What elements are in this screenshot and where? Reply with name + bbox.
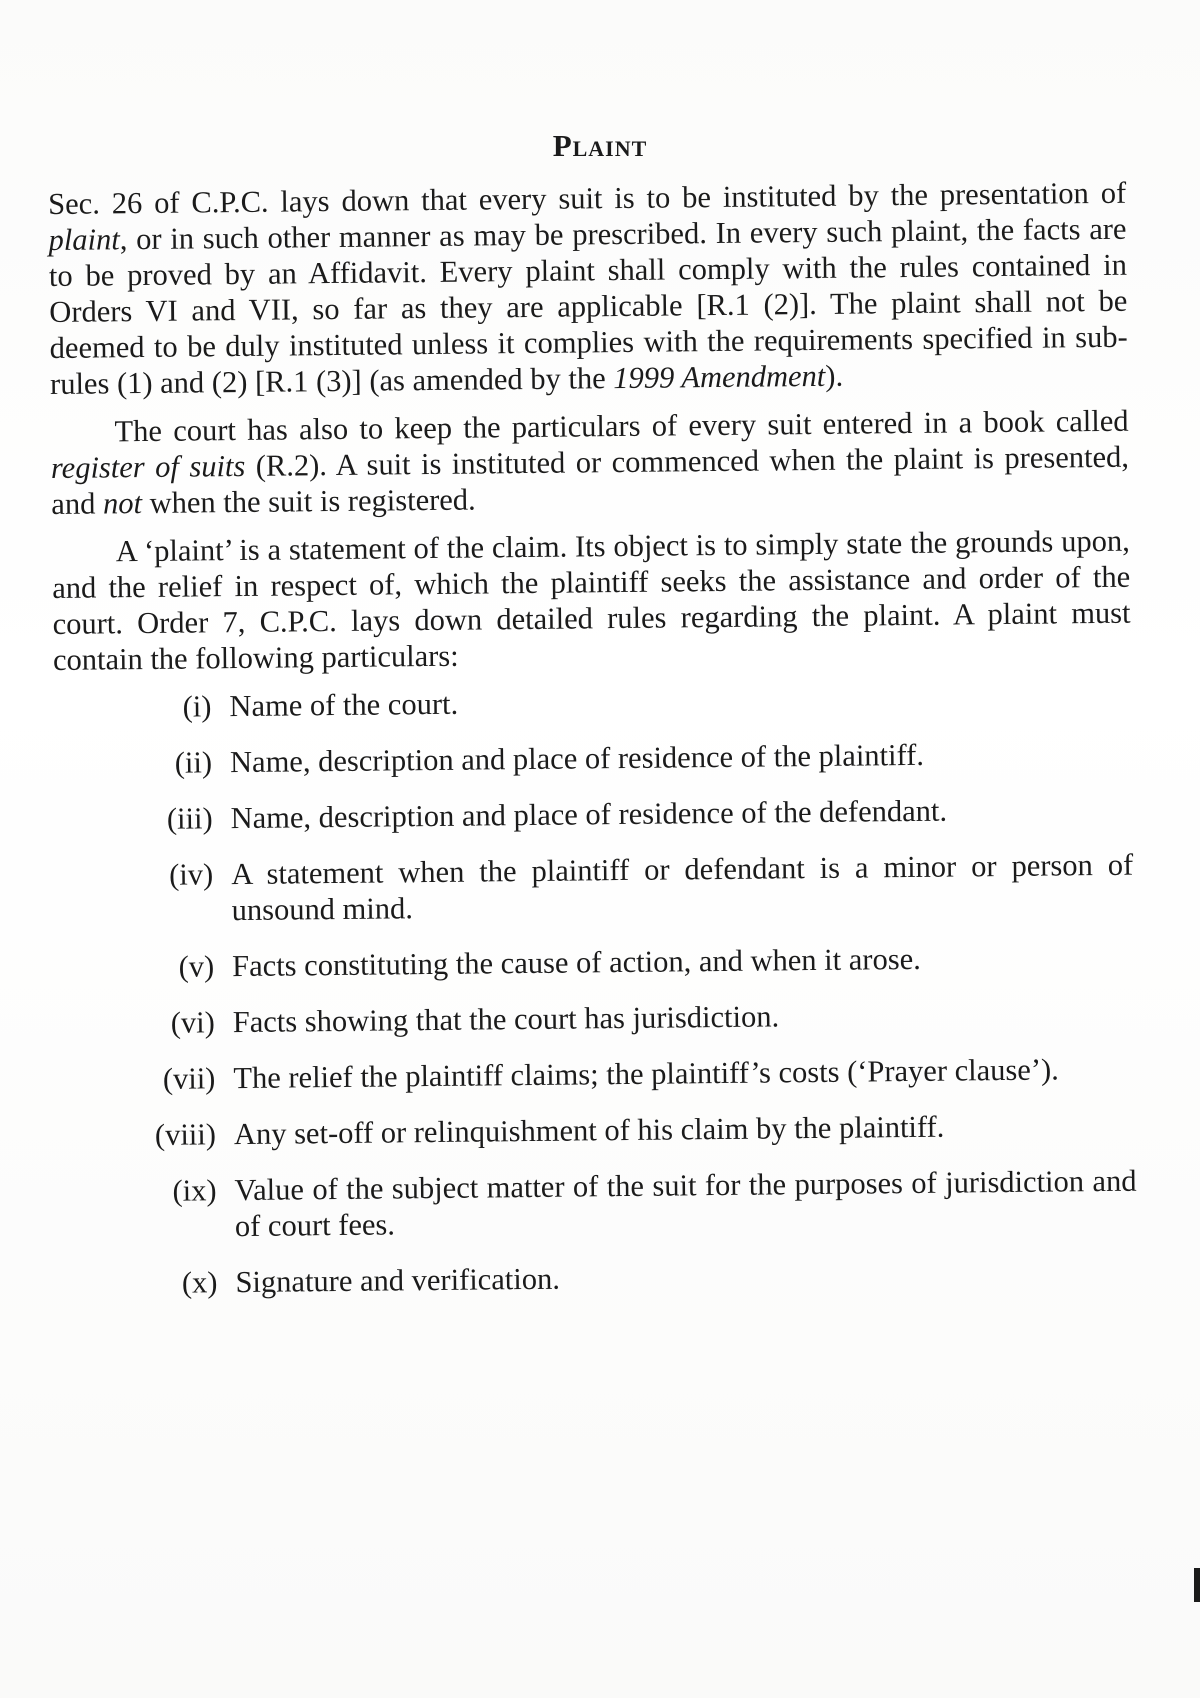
paragraph-2-text-a: The court has also to keep the particulars of every suit entered in a book called bbox=[114, 403, 1129, 449]
list-item-text: A statement when the plaintiff or defendant is a minor or person of unsound mind. bbox=[231, 847, 1134, 928]
list-item-number: (viii) bbox=[154, 1117, 217, 1152]
list-item bbox=[136, 791, 1132, 837]
paragraph-1-text-b: , or in such other manner as may be prescribed. In every such plaint, the facts are to be proved by an Affidavit. Every plaint shall comply with the rules contained in Orders VI and VII, so far as they are applicable [R.1 (2)]. The plaint shall not be deemed to be duly instituted unless it complies with the requirements specified in sub-rules (1) and (2) [R.1 (3)] (as amended by the bbox=[48, 211, 1128, 401]
paragraph-2-emphasis-register: register of suits bbox=[50, 448, 246, 485]
paragraph-1-text-c: ). bbox=[825, 358, 844, 393]
list-item bbox=[137, 847, 1134, 929]
list-item bbox=[136, 735, 1132, 781]
paragraph-plaint-definition: A ‘plaint’ is a statement of the claim. Its object is to simply state the grounds upon, and the relief in respect of, which the plaintiff seeks the assistance and order of the court. Order 7, C.P.C. lays down detailed rules regarding the plaint. A plaint must contain the following particulars: bbox=[52, 523, 1131, 677]
body-text bbox=[48, 175, 1138, 1322]
list-item bbox=[139, 1051, 1135, 1097]
list-item-number: (v) bbox=[178, 949, 215, 984]
list-item-number: (iv) bbox=[168, 857, 214, 892]
list-item bbox=[140, 1107, 1136, 1153]
list-item bbox=[135, 679, 1131, 725]
paragraph-1-text-a: Sec. 26 of C.P.C. lays down that every suit is to be instituted by the presentation of bbox=[48, 175, 1127, 221]
list-item-number: (i) bbox=[182, 689, 212, 724]
page-title: Plaint bbox=[552, 128, 648, 163]
paragraph-1-emphasis-amendment: 1999 Amendment bbox=[613, 358, 826, 396]
list-item-text: Name, description and place of residence of the defendant. bbox=[230, 793, 948, 836]
paragraph-2-emphasis-not: not bbox=[102, 486, 143, 521]
list-item bbox=[141, 1255, 1137, 1301]
list-item bbox=[138, 939, 1134, 985]
list-item-text: Name of the court. bbox=[229, 686, 459, 724]
paragraph-1-emphasis-plaint: plaint bbox=[48, 222, 120, 257]
list-item bbox=[139, 995, 1135, 1041]
list-item-text: The relief the plaintiff claims; the plaintiff’s costs (‘Prayer clause’). bbox=[233, 1052, 1059, 1096]
list-item-number: (x) bbox=[181, 1265, 218, 1300]
particulars-list bbox=[53, 679, 1137, 1302]
list-item-number: (vi) bbox=[170, 1005, 215, 1040]
list-item-text: Value of the subject matter of the suit for the purposes of jurisdiction and of court fees. bbox=[234, 1163, 1137, 1244]
list-item bbox=[140, 1163, 1137, 1245]
page-edge-mark bbox=[1194, 1568, 1200, 1602]
list-item-text: Any set-off or relinquishment of his claim by the plaintiff. bbox=[233, 1109, 945, 1152]
list-item-number: (ii) bbox=[174, 745, 213, 780]
paragraph-2-text-c: when the suit is registered. bbox=[141, 482, 476, 521]
list-item-text: Facts showing that the court has jurisdiction. bbox=[232, 999, 780, 1040]
paragraph-section-26 bbox=[48, 175, 1128, 402]
list-item-text: Facts constituting the cause of action, and when it arose. bbox=[232, 941, 921, 984]
list-item-number: (vii) bbox=[162, 1061, 216, 1096]
list-item-text: Name, description and place of residence of the plaintiff. bbox=[229, 737, 925, 780]
paragraph-register-of-suits bbox=[50, 403, 1129, 522]
list-item-number: (iii) bbox=[166, 801, 213, 836]
list-item-text: Signature and verification. bbox=[235, 1261, 561, 1300]
list-item-number: (ix) bbox=[172, 1173, 217, 1208]
paragraph-2-text-b: (R.2). A suit is instituted or commenced when the plaint is presented, and bbox=[51, 439, 1130, 521]
